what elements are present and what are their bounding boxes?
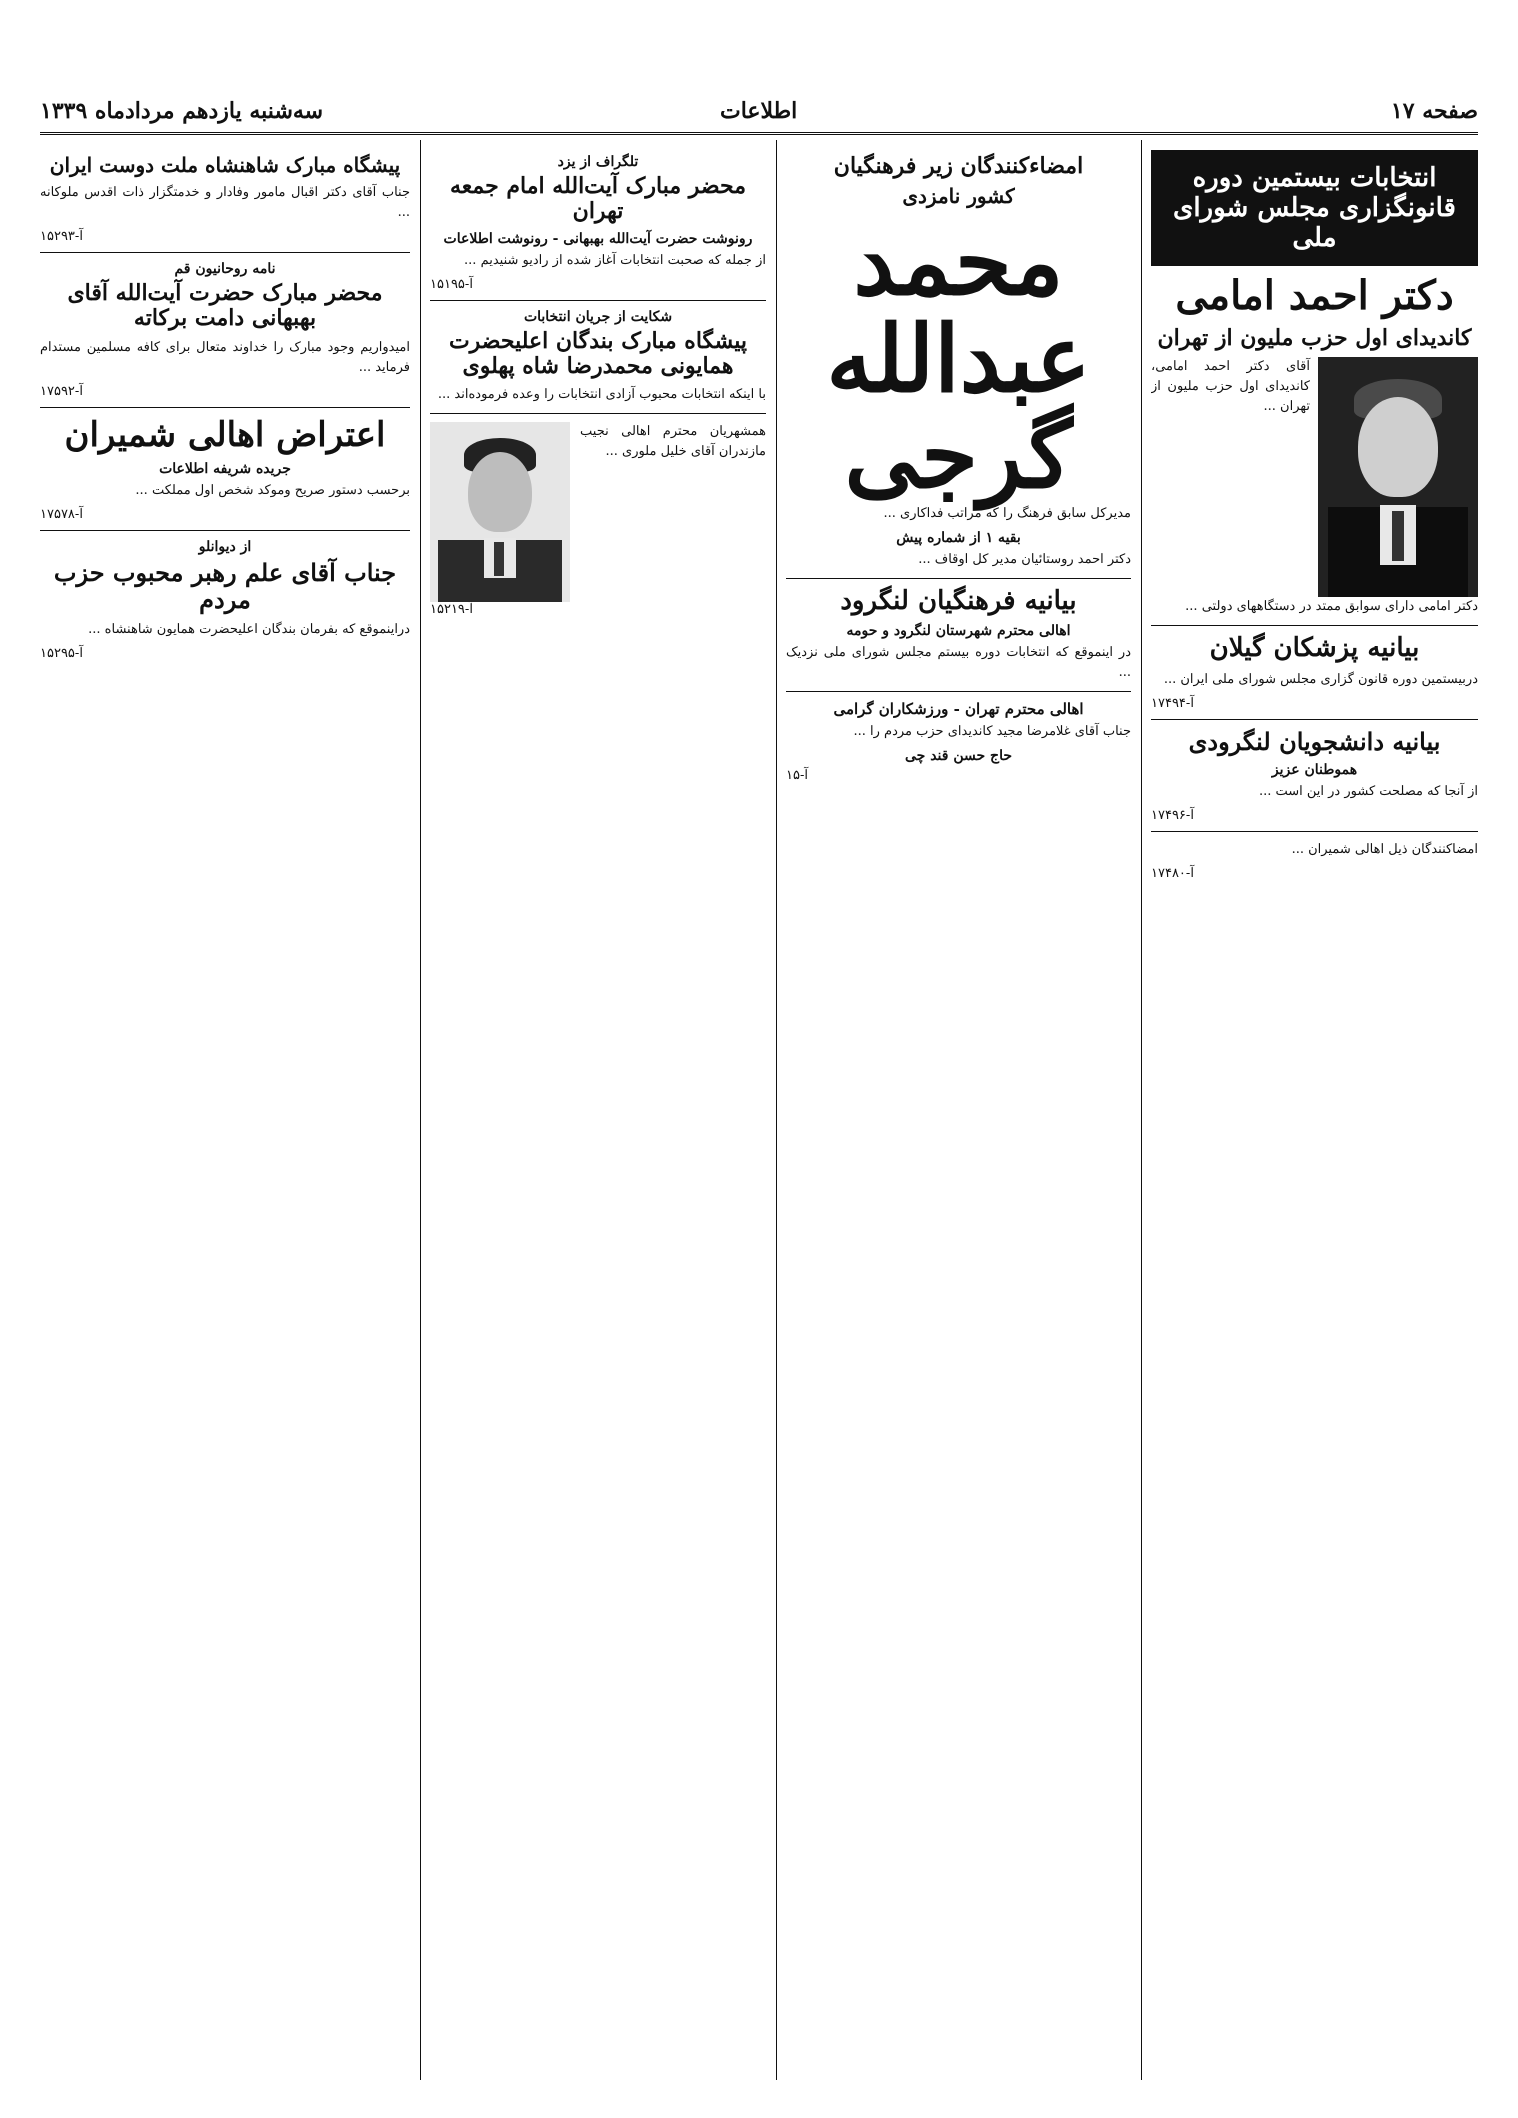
shemiran-protest-body: برحسب دستور صریح وموکد شخص اول مملکت ...	[135, 482, 410, 498]
column-3	[430, 150, 766, 2090]
tehran-athletes-body: جناب آقای غلامرضا مجید کاندیدای حزب مردم را ...	[853, 723, 1131, 739]
column-1	[1151, 150, 1478, 2090]
signature: حاج حسن قند چی	[905, 747, 1012, 764]
mazandaran-photo	[430, 422, 570, 602]
yazd-body: از جمله که صحبت انتخابات آغاز شده از رادیو شنیدیم ...	[464, 252, 766, 268]
column-rule	[1141, 140, 1142, 2080]
qom-clergy-body: امیدواریم وجود مبارک را خداوند متعال برای کافه مسلمین مستدام فرماید ...	[40, 339, 410, 375]
qom-clergy-title: محضر مبارک حضرت آیت‌الله آقای بهبهانی دامت برکاته	[67, 280, 383, 332]
candidate-name: دکتر احمد امامی	[1175, 272, 1454, 319]
shah-letter-code: آ-۱۵۲۹۳	[40, 229, 83, 244]
gilan-title: بیانیه پزشکان گیلان	[1209, 633, 1420, 664]
awqaf-body: دکتر احمد روستائیان مدیر کل اوقاف ...	[918, 552, 1131, 568]
divanlu-code: آ-۱۵۲۹۵	[40, 645, 83, 661]
complaint-kicker: شکایت از جریان انتخابات	[523, 308, 673, 325]
langarud-teachers-sub: اهالی محترم شهرستان لنگرود و حومه	[846, 622, 1071, 639]
shah-letter-body: جناب آقای دکتر اقبال مامور وفادار و خدمتگزار ذات اقدس ملوکانه ...	[40, 185, 410, 220]
yazd-title: محضر مبارک آیت‌الله امام جمعه تهران	[450, 173, 746, 225]
langarud-students-body: از آنجا که مصلحت کشور در این است ...	[1258, 783, 1478, 799]
complaint-body: با اینکه انتخابات محبوب آزادی انتخابات را وعده فرموده‌اند ...	[437, 387, 766, 403]
candidate-name-line2: گرجی	[844, 401, 1073, 510]
divanlu-body: دراینموقع که بفرمان بندگان اعلیحضرت همایون شاهنشاه ...	[88, 621, 410, 637]
signers-top-2: کشور نامزدی	[902, 184, 1015, 209]
athletes-code: آ-۱۵	[786, 767, 808, 783]
yazd-kicker: تلگراف از یزد	[557, 154, 639, 170]
yazd-subtitle: رونوشت حضرت آیت‌الله بهبهانی - رونوشت اطلاعات	[443, 230, 753, 247]
tehran-athletes-title: اهالی محترم تهران - ورزشکاران گرامی	[833, 699, 1084, 718]
continued-note: بقیه ۱ از شماره پیش	[896, 530, 1021, 547]
langarud-students-title: بیانیه دانشجویان لنگرودی	[1188, 727, 1441, 757]
shemiran-protest-code: آ-۱۷۵۷۸	[40, 506, 83, 522]
column-4	[40, 150, 410, 2090]
candidate-body: دکتر امامی دارای سوابق ممتد در دستگاههای دولتی ...	[1185, 599, 1478, 615]
column-2	[786, 150, 1131, 2090]
candidate-subtitle: کاندیدای اول حزب ملیون از تهران	[1157, 325, 1472, 351]
issue-date: سه‌شنبه یازدهم مردادماه ۱۳۳۹	[40, 98, 324, 124]
mazandaran-caption: همشهریان محترم اهالی نجیب مازندران آقای خلیل ملوری ...	[580, 424, 766, 460]
qom-clergy-code: آ-۱۷۵۹۲	[40, 383, 83, 399]
langarud-teachers-title: بیانیه فرهنگیان لنگرود	[840, 586, 1077, 617]
shemiran-protest-sub: جریده شریفه اطلاعات	[159, 460, 291, 477]
gorji-body: مدیرکل سابق فرهنگ را که مراتب فداکاری ...	[883, 506, 1131, 522]
complaint-title: پیشگاه مبارک بندگان اعلیحضرت همایونی محمدرضا شاه پهلوی	[448, 327, 748, 379]
page-number: صفحه ۱۷	[1390, 98, 1478, 124]
signers-top: امضاءکنندگان زیر فرهنگیان	[833, 153, 1084, 179]
gilan-code: آ-۱۷۴۹۴	[1151, 696, 1194, 712]
langarud-students-sub: هموطنان عزیز	[1271, 761, 1358, 778]
gilan-body: دربیستمین دوره قانون گزاری مجلس شورای ملی ایران ...	[1163, 672, 1478, 688]
newspaper-name: اطلاعات	[720, 98, 798, 124]
divanlu-kicker: از دیوانلو	[198, 538, 252, 555]
shemiran-tail: امضاکنندگان ذیل اهالی شمیران ...	[1291, 841, 1478, 857]
column-rule	[420, 140, 421, 2080]
langarud-teachers-body: در اینموقع که انتخابات دوره بیستم مجلس شورای ملی نزدیک ...	[786, 644, 1131, 680]
yazd-code: آ-۱۵۱۹۵	[430, 276, 473, 292]
candidate-name-line1: محمد عبدالله	[826, 208, 1091, 413]
mazandaran-code: آ-۱۵۲۱۹	[430, 602, 473, 618]
candidate-photo	[1318, 357, 1478, 597]
langarud-students-code: آ-۱۷۴۹۶	[1151, 807, 1194, 823]
page-header	[40, 92, 1478, 135]
column-rule	[776, 140, 777, 2080]
shemiran-code: آ-۱۷۴۸۰	[1151, 865, 1194, 881]
qom-clergy-kicker: نامه روحانیون قم	[174, 261, 276, 277]
election-banner: انتخابات بیستمین دوره قانونگزاری مجلس شورای ملی	[1151, 150, 1478, 266]
shah-letter-title: پیشگاه مبارک شاهنشاه ملت دوست ایران	[49, 153, 401, 177]
candidate-intro: آقای دکتر احمد امامی، کاندیدای اول حزب ملیون از تهران ...	[1151, 359, 1310, 415]
divanlu-title: جناب آقای علم رهبر محبوب حزب مردم	[53, 557, 397, 615]
shemiran-protest-title: اعتراض اهالی شمیران	[64, 414, 386, 455]
